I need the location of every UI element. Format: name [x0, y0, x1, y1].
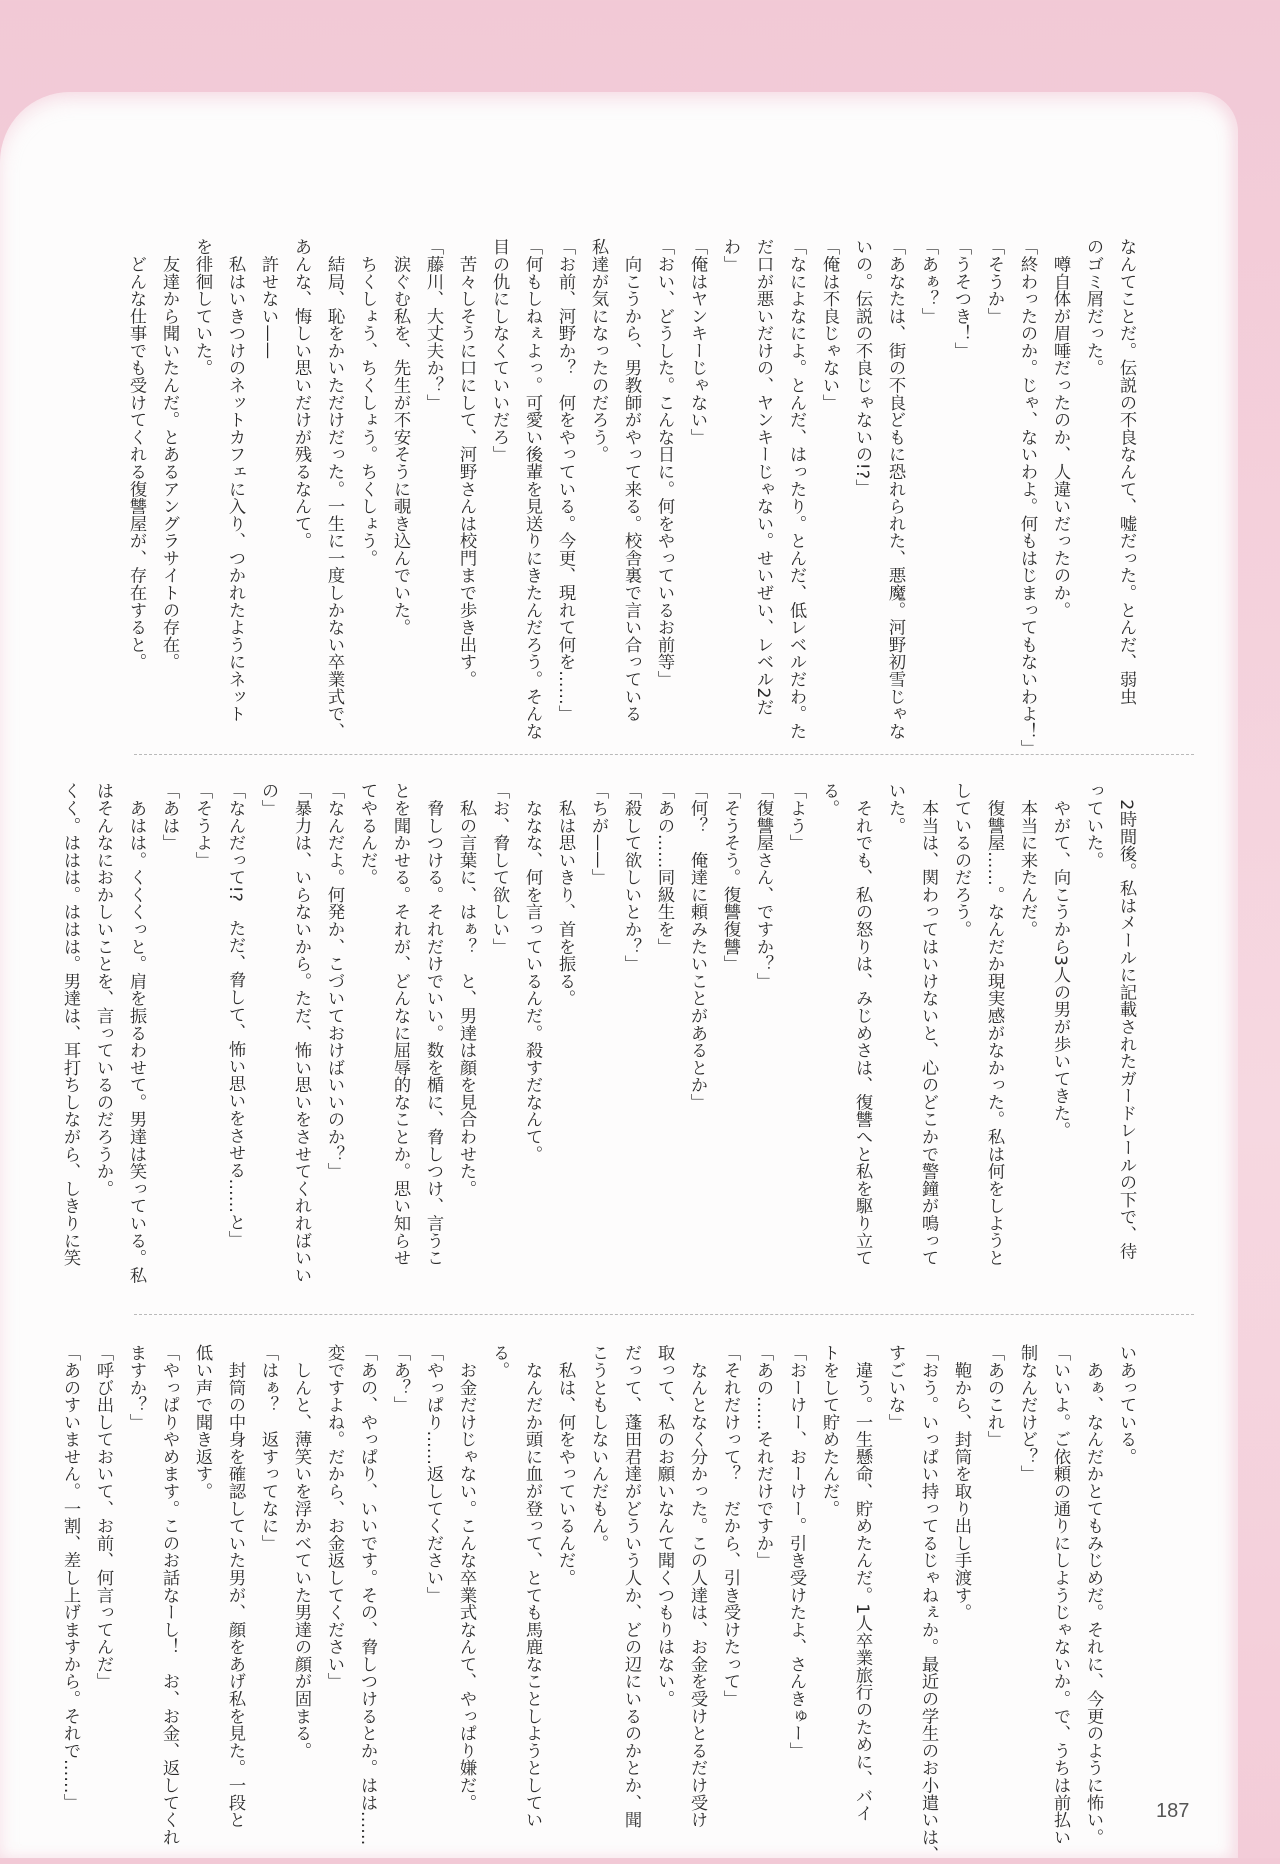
text-column: 「そうそう。復讐復讐」	[720, 782, 740, 973]
text-column: だって、蓬田君達がどういう人か、どの辺にいるのかとか、聞	[621, 1344, 641, 1829]
text-column: 制なんだけど？」	[1017, 1344, 1037, 1483]
text-column: トをして貯めたんだ。	[819, 1344, 839, 1517]
text-column: 「何？ 俺達に頼みたいことがあるとか」	[687, 782, 707, 1111]
text-column: こうともしないんだもん。	[588, 1344, 608, 1552]
text-column: る。	[819, 782, 839, 817]
text-column: 本当は、関わってはいけないと、心のどこかで警鐘が鳴って	[918, 782, 938, 1267]
text-column: どんな仕事でも受けてくれる復讐屋が、存在すると。	[126, 238, 146, 671]
text-column: 「はぁ？ 返すってなに」	[258, 1344, 278, 1552]
text-column: 「うそつき！」	[951, 238, 971, 360]
text-column: 向こうから、男教師がやって来る。校舎裏で言い合っている	[621, 238, 641, 723]
text-column: 「やっぱりやめます。このお話なーし！ お、お金、返してくれ	[159, 1344, 179, 1846]
text-column: お金だけじゃない。こんな卒業式なんて、やっぱり嫌だ。	[456, 1344, 476, 1811]
text-column: 封筒の中身を確認していた男が、顔をあげ私を見た。一段と	[225, 1344, 245, 1829]
text-column: 「あなたは、街の不良どもに恐れられた、悪魔。河野初雪じゃな	[885, 238, 905, 740]
book-page	[0, 92, 1238, 1863]
text-column: なんとなく分かった。この人達は、お金を受けとるだけ受け	[687, 1344, 707, 1829]
text-column: 鞄から、封筒を取り出し手渡す。	[951, 1344, 971, 1621]
text-column: 「よう」	[786, 782, 806, 852]
text-column: くく。ははは。ははは。男達は、耳打ちしながら、しきりに笑	[60, 782, 80, 1267]
text-column: あんな、悔しい思いだけが残るなんて。	[291, 238, 311, 550]
text-column: それでも、私の怒りは、みじめさは、復讐へと私を駆り立て	[852, 782, 872, 1267]
text-column: る。	[489, 1344, 509, 1379]
text-column: 2時間後。私はメールに記載されたガードレールの下で、待	[1116, 782, 1136, 1260]
text-column: っていた。	[1083, 782, 1103, 869]
text-column: 「なんだよ。何発か、こづいておけばいいのか？」	[324, 782, 344, 1180]
text-column: 結局、恥をかいただけだった。一生に一度しかない卒業式で、	[324, 238, 344, 740]
text-column: あぁ、なんだかとてもみじめだ。それに、今更のように怖い。	[1083, 1344, 1103, 1846]
text-column: 「俺はヤンキーじゃない」	[687, 238, 707, 446]
text-column: だ口が悪いだけの、ヤンキーじゃない。せいぜい、レベル2だ	[753, 238, 773, 716]
text-column: 友達から聞いたんだ。とあるアングラサイトの存在。	[159, 238, 179, 671]
text-column: 「そうか」	[984, 238, 1004, 325]
text-column: 「なによなによ。とんだ、はったり。とんだ、低レベルだわ。た	[786, 238, 806, 740]
text-column: いの。伝説の不良じゃないの!?」	[852, 238, 872, 497]
text-column: のゴミ屑だった。	[1083, 238, 1103, 377]
text-column: 低い声で聞き返す。	[192, 1344, 212, 1500]
text-column: 本当に来たんだ。	[1017, 782, 1037, 938]
text-column: しているのだろう。	[951, 782, 971, 938]
text-column: 涙ぐむ私を、先生が不安そうに覗き込んでいた。	[390, 238, 410, 636]
text-column: いあっている。	[1116, 1344, 1136, 1466]
text-column: 私は、何をやっているんだ。	[555, 1344, 575, 1587]
text-column: 噂自体が眉唾だったのか、人違いだったのか。	[1050, 238, 1070, 619]
text-column: わ」	[720, 238, 740, 273]
text-column: 脅しつける。それだけでいい。数を楯に、脅しつけ、言うこ	[423, 782, 443, 1267]
text-column: 「俺は不良じゃない」	[819, 238, 839, 411]
text-column: 「何もしねぇよっ。可愛い後輩を見送りにきたんだろう。そんな	[522, 238, 542, 740]
text-column: 「暴力は、いらないから。ただ、怖い思いをさせてくれればいい	[291, 782, 311, 1284]
page-number: 187	[1156, 1800, 1190, 1822]
text-column: 変ですよね。だから、お金返してください」	[324, 1344, 344, 1690]
text-column: いた。	[885, 782, 905, 834]
text-column: 違う。一生懸命、貯めたんだ。1人卒業旅行のために、バイ	[852, 1344, 872, 1822]
text-column: ますか？」	[126, 1344, 146, 1431]
text-column: 「終わったのか。じゃ、ないわよ。何もはじまってもないわよ！」	[1017, 238, 1037, 757]
text-column: なんだか頭に血が登って、とても馬鹿なことしようとしてい	[522, 1344, 542, 1829]
section-divider	[134, 754, 1194, 755]
section-divider	[134, 1314, 1194, 1315]
text-column: 「おーけー、おーけー。引き受けたよ、さんきゅー」	[786, 1344, 806, 1759]
text-column: ちくしょう、ちくしょう。ちくしょう。	[357, 238, 377, 567]
text-column: 許せない——	[258, 238, 278, 360]
text-column: 「あのこれ」	[984, 1344, 1004, 1448]
text-column: 「あのすいません。一割、差し上げますから。それで……」	[60, 1344, 80, 1811]
text-column: やがて、向こうから3人の男が歩いてきた。	[1050, 782, 1070, 1139]
text-column: はそんなにおかしいことを、言っているのだろうか。	[93, 782, 113, 1197]
text-block-1	[119, 238, 1142, 757]
text-block-2	[53, 782, 1142, 1287]
text-column: 私の言葉に、はぁ？ と、男達は顔を見合わせた。	[456, 782, 476, 1197]
text-column: ななな、何を言っているんだ。殺すだなんて。	[522, 782, 542, 1163]
text-column: 「あは」	[159, 782, 179, 852]
text-block-3	[53, 1344, 1142, 1864]
text-column: 「おい、どうした。こんな日に。何をやっているお前等」	[654, 238, 674, 688]
text-column: 「それだけって？ だから、引き受けたって」	[720, 1344, 740, 1708]
text-column: 目の仇にしなくていいだろ」	[489, 238, 509, 463]
text-column: 「藤川、大丈夫か？」	[423, 238, 443, 411]
text-column: 「いいよ。ご依頼の通りにしようじゃないか。で、うちは前払い	[1050, 1344, 1070, 1846]
text-column: を徘徊していた。	[192, 238, 212, 377]
text-column: 「ちが——」	[588, 782, 608, 886]
text-column: 「あの……同級生を」	[654, 782, 674, 955]
text-column: 「そうよ」	[192, 782, 212, 869]
text-column: 「お前、河野か？ 何をやっている。今更、現れて何を……」	[555, 238, 575, 723]
text-column: すごいな」	[885, 1344, 905, 1431]
text-column: の」	[258, 782, 278, 817]
text-column: 私達が気になったのだろう。	[588, 238, 608, 463]
text-column: 「なんだって!? ただ、脅して、怖い思いをさせる……と」	[225, 782, 245, 1248]
text-column: なんてことだ。伝説の不良なんて、嘘だった。とんだ、弱虫	[1116, 238, 1136, 705]
text-column: 「やっぱり……返してください」	[423, 1344, 443, 1604]
text-column: 私はいきつけのネットカフェに入り、つかれたようにネット	[225, 238, 245, 723]
text-column: 「殺して欲しいとか？」	[621, 782, 641, 973]
text-column: 「あ？」	[390, 1344, 410, 1414]
text-column: 「あの……それだけですか」	[753, 1344, 773, 1569]
text-column: 「あぁ？」	[918, 238, 938, 325]
text-column: 苦々しそうに口にして、河野さんは校門まで歩き出す。	[456, 238, 476, 688]
text-column: 私は思いきり、首を振る。	[555, 782, 575, 1007]
text-column: あはは。くくくっと。肩を振るわせて。男達は笑っている。私	[126, 782, 146, 1284]
text-column: しんと、薄笑いを浮かべていた男達の顔が固まる。	[291, 1344, 311, 1759]
text-column: 「お、脅して欲しい」	[489, 782, 509, 955]
text-column: 「復讐屋さん、ですか？」	[753, 782, 773, 990]
text-column: 「おう。いっぱい持ってるじゃねぇか。最近の学生のお小遣いは、	[918, 1344, 938, 1863]
text-column: てやるんだ。	[357, 782, 377, 886]
text-column: 復讐屋……。なんだか現実感がなかった。私は何をしようと	[984, 782, 1004, 1267]
text-column: 取って、私のお願いなんて聞くつもりはない。	[654, 1344, 674, 1708]
text-column: 「呼び出しておいて、お前、何言ってんだ」	[93, 1344, 113, 1690]
text-column: 「あの、やっぱり、いいです。その、脅しつけるとか。はは……	[357, 1344, 377, 1846]
text-column: とを聞かせる。それが、どんなに屈辱的なことか。思い知らせ	[390, 782, 410, 1267]
